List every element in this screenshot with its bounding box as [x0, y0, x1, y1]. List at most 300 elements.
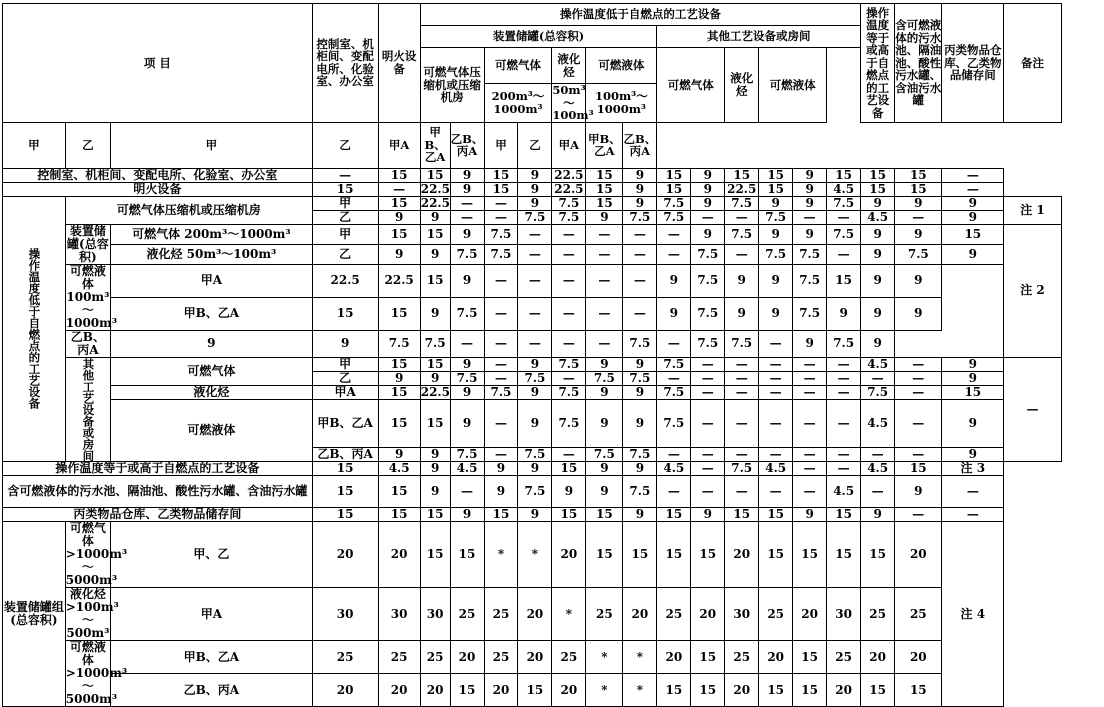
table-cell: 15 [827, 264, 861, 297]
table-cell: — [691, 371, 725, 385]
header-cell: 50m³～100m³ [552, 83, 594, 122]
table-cell: 7.5 [861, 385, 895, 399]
table-cell: 装置储罐(总容积) [67, 223, 109, 264]
table-cell: — [942, 476, 1004, 508]
table-cell: 25 [552, 641, 586, 674]
table-cell: 7.5 [725, 462, 759, 476]
table-cell: 7.5 [793, 264, 827, 297]
header-cell: 200m³～1000m³ [484, 84, 552, 123]
table-cell: 15 [420, 168, 450, 182]
table-cell: 含可燃液体的污水池、隔油池、酸性污水罐、含油污水罐 [3, 476, 313, 508]
table-cell: 20 [420, 674, 450, 707]
table-cell: — [552, 448, 586, 462]
table-cell: — [895, 371, 942, 385]
table-cell: 9 [691, 168, 725, 182]
table-cell: 7.5 [691, 330, 725, 357]
table-cell: 9 [861, 330, 895, 357]
table-cell: 20 [518, 641, 552, 674]
table-cell: 30 [378, 588, 420, 641]
table-cell: — [759, 448, 793, 462]
table-cell: 9 [111, 330, 313, 357]
table-cell: 7.5 [895, 244, 942, 264]
table-cell: 甲、乙 [111, 522, 313, 588]
table-cell: 9 [450, 357, 484, 371]
table-cell: 9 [861, 264, 895, 297]
table-cell: 7.5 [623, 448, 657, 462]
table-cell: 9 [312, 330, 378, 357]
table-cell: 20 [378, 674, 420, 707]
table-cell: — [484, 330, 518, 357]
table-cell: 4.5 [759, 462, 793, 476]
header-cell: 控制室、机柜间、变配电所、化验室、办公室 [312, 4, 378, 123]
table-cell: 15 [759, 522, 793, 588]
table-cell: — [725, 210, 759, 224]
table-cell: 9 [942, 244, 1004, 264]
table-cell: — [484, 371, 518, 385]
table-cell: 注 3 [942, 462, 1004, 476]
table-cell: 9 [450, 264, 484, 297]
table-cell: 甲A [111, 264, 313, 297]
table-cell: 9 [518, 399, 552, 448]
table-cell: 甲 [312, 196, 378, 210]
table-cell: 7.5 [450, 371, 484, 385]
table-cell: 7.5 [623, 210, 657, 224]
table-cell: — [895, 399, 942, 448]
table-cell: — [623, 264, 657, 297]
table-cell: 15 [827, 508, 861, 522]
table-cell: 9 [623, 385, 657, 399]
table-cell: 7.5 [725, 224, 759, 244]
table-cell: 7.5 [484, 244, 518, 264]
table-cell: 15 [586, 522, 623, 588]
table-cell: 甲B、乙A [111, 297, 313, 330]
table-cell: 4.5 [861, 399, 895, 448]
table-cell: 15 [586, 168, 623, 182]
table-cell: 9 [586, 462, 623, 476]
table-cell: 7.5 [378, 330, 420, 357]
table-cell: — [1004, 357, 1062, 462]
table-cell: 乙B、丙A [312, 448, 378, 462]
table-cell: 9 [518, 196, 552, 210]
table-cell: 15 [725, 508, 759, 522]
header-cell: 甲 [111, 122, 313, 168]
table-cell: 22.5 [725, 182, 759, 196]
table-cell: — [759, 476, 793, 508]
table-cell: 15 [759, 508, 793, 522]
table-cell: 9 [759, 297, 793, 330]
table-cell: — [725, 357, 759, 371]
table-row [3, 508, 1102, 522]
table-cell: 乙B、丙A [65, 330, 110, 357]
table-cell: 7.5 [657, 399, 691, 448]
table-row [3, 476, 1102, 508]
table-cell: — [793, 371, 827, 385]
table-row [3, 330, 1102, 357]
table-cell: 7.5 [691, 244, 725, 264]
table-cell: — [484, 210, 518, 224]
table-cell: 7.5 [518, 210, 552, 224]
table-cell: 9 [623, 168, 657, 182]
table-row [3, 297, 1102, 330]
header-cell: 乙 [312, 122, 378, 168]
table-cell: — [484, 399, 518, 448]
table-cell: 15 [657, 508, 691, 522]
table-cell: 注 1 [1004, 196, 1062, 224]
table-cell: 25 [420, 641, 450, 674]
table-cell: — [518, 330, 552, 357]
table-cell: 15 [691, 522, 725, 588]
table-cell: 20 [450, 641, 484, 674]
header-cell: 液化烃 [725, 48, 759, 123]
table-cell: 25 [484, 641, 518, 674]
table-cell: 7.5 [552, 399, 586, 448]
table-cell: — [552, 224, 586, 244]
table-cell: 15 [586, 196, 623, 210]
table-cell: — [484, 448, 518, 462]
table-cell: 9 [420, 371, 450, 385]
table-cell: 液化烃 [111, 385, 313, 399]
table-cell: — [827, 462, 861, 476]
table-cell: 15 [759, 182, 793, 196]
table-cell: 15 [895, 168, 942, 182]
header-cell: 可燃气体压缩机或压缩机房 [420, 48, 484, 123]
table-cell: — [484, 297, 518, 330]
table-cell: * [518, 522, 552, 588]
table-cell: 25 [312, 641, 378, 674]
table-cell: — [484, 264, 518, 297]
table-cell: 25 [861, 588, 895, 641]
table-cell: — [793, 399, 827, 448]
table-cell: — [725, 371, 759, 385]
table-row [3, 462, 1102, 476]
table-cell: 15 [895, 674, 942, 707]
table-cell: 4.5 [861, 462, 895, 476]
table-cell: 7.5 [691, 264, 725, 297]
header-cell: 甲A [552, 122, 586, 168]
table-cell: 9 [942, 210, 1004, 224]
table-cell: 15 [484, 508, 518, 522]
table-cell: 15 [942, 224, 1004, 244]
table-cell: 7.5 [552, 385, 586, 399]
table-cell: 9 [861, 297, 895, 330]
table-cell: 9 [623, 182, 657, 196]
header-cell: 甲B、乙A [586, 122, 623, 168]
table-cell: — [691, 476, 725, 508]
table-cell: 甲 [312, 224, 378, 244]
table-cell: 20 [759, 641, 793, 674]
table-cell: 7.5 [759, 244, 793, 264]
table-cell: 9 [420, 448, 450, 462]
table-cell: — [827, 244, 861, 264]
table-cell: 操作温度低于自燃点的工艺设备 [3, 196, 66, 462]
table-cell: 4.5 [378, 462, 420, 476]
table-cell: 15 [312, 476, 378, 508]
table-cell: — [793, 462, 827, 476]
table-cell: * [586, 641, 623, 674]
table-row [3, 588, 1102, 641]
table-cell: 9 [420, 210, 450, 224]
table-cell: 15 [450, 674, 484, 707]
table-cell: 15 [623, 522, 657, 588]
table-cell: 可燃液体 >1000m³～5000m³ [65, 640, 128, 706]
table-cell: 15 [420, 522, 450, 588]
table-cell: — [759, 371, 793, 385]
table-cell: 20 [827, 674, 861, 707]
table-cell: 9 [895, 476, 942, 508]
table-cell: 9 [725, 264, 759, 297]
table-cell: 15 [657, 522, 691, 588]
table-cell: 9 [623, 196, 657, 210]
table-cell: 15 [420, 399, 450, 448]
table-cell: 9 [827, 297, 861, 330]
table-cell: 22.5 [552, 182, 586, 196]
table-cell: — [450, 196, 484, 210]
table-row [3, 264, 1102, 297]
table-cell: 9 [691, 196, 725, 210]
table-cell: 15 [793, 641, 827, 674]
table-cell: — [657, 224, 691, 244]
table-cell: 7.5 [484, 385, 518, 399]
table-cell: 15 [552, 508, 586, 522]
table-cell: — [895, 448, 942, 462]
table-cell: 乙 [312, 210, 378, 224]
table-cell: 9 [586, 399, 623, 448]
table-cell: 7.5 [657, 210, 691, 224]
table-cell: 丙类物品仓库、乙类物品储存间 [3, 508, 313, 522]
table-row [3, 522, 1102, 588]
table-cell: 9 [450, 224, 484, 244]
table-cell: 15 [420, 508, 450, 522]
table-cell: 7.5 [552, 196, 586, 210]
table-cell: — [657, 371, 691, 385]
table-cell: 7.5 [827, 224, 861, 244]
table-cell: 9 [895, 297, 942, 330]
table-cell: 25 [450, 588, 484, 641]
table-cell: 9 [420, 476, 450, 508]
table-cell: 15 [484, 182, 518, 196]
table-cell: 甲B、乙A [111, 641, 313, 674]
table-cell: 9 [691, 508, 725, 522]
table-cell: — [657, 448, 691, 462]
table-cell: 7.5 [586, 371, 623, 385]
table-cell: 20 [552, 674, 586, 707]
table-cell: — [827, 210, 861, 224]
table-cell: 15 [827, 522, 861, 588]
header-cell: 液化烃 [552, 48, 586, 84]
table-cell: 7.5 [420, 330, 450, 357]
table-cell: 9 [895, 196, 942, 210]
table-cell: 液化烃 50m³～100m³ [111, 244, 313, 264]
table-cell: 9 [420, 297, 450, 330]
table-cell: 9 [420, 244, 450, 264]
table-cell: 4.5 [450, 462, 484, 476]
table-cell: 7.5 [759, 210, 793, 224]
table-cell: 乙 [312, 371, 378, 385]
table-cell: 4.5 [861, 210, 895, 224]
table-cell: 25 [484, 588, 518, 641]
table-cell: 15 [586, 508, 623, 522]
table-cell: 20 [691, 588, 725, 641]
header-cell: 甲 [484, 122, 518, 168]
table-cell: 装置储罐组(总容积) [3, 522, 66, 707]
table-cell: — [552, 371, 586, 385]
table-cell: 20 [312, 522, 378, 588]
table-cell: 7.5 [793, 244, 827, 264]
table-cell: 9 [759, 264, 793, 297]
table-row [3, 224, 1102, 244]
table-cell: 9 [759, 196, 793, 210]
table-cell: — [691, 385, 725, 399]
table-cell: 20 [312, 674, 378, 707]
table-cell: 9 [518, 462, 552, 476]
table-cell: — [484, 196, 518, 210]
table-cell: 15 [861, 168, 895, 182]
table-cell: 可燃气体压缩机或压缩机房 [65, 196, 312, 224]
table-cell: — [552, 264, 586, 297]
table-cell: 15 [378, 168, 420, 182]
table-cell: 25 [725, 641, 759, 674]
table-cell: 7.5 [450, 297, 484, 330]
table-cell: — [552, 330, 586, 357]
table-cell: 25 [827, 641, 861, 674]
table-cell: 20 [623, 588, 657, 641]
table-cell: 20 [552, 522, 586, 588]
table-cell: 30 [827, 588, 861, 641]
table-cell: 7.5 [793, 297, 827, 330]
table-cell: 20 [484, 674, 518, 707]
table-cell: 9 [378, 448, 420, 462]
table-cell: 22.5 [420, 384, 450, 399]
table-cell: — [450, 330, 484, 357]
table-cell: 注 4 [942, 522, 1004, 707]
table-cell: 15 [691, 641, 725, 674]
table-cell: 甲 [312, 357, 378, 371]
table-cell: 9 [942, 371, 1004, 385]
table-cell: 可燃气体 200m³～1000m³ [111, 224, 313, 244]
table-cell: 9 [623, 462, 657, 476]
table-cell: 30 [725, 588, 759, 641]
table-cell: — [827, 371, 861, 385]
table-cell: 9 [691, 182, 725, 196]
table-cell: — [827, 357, 861, 371]
table-cell: 7.5 [552, 357, 586, 371]
table-cell: 20 [657, 641, 691, 674]
table-cell: 液化烃 >100m³～500m³ [65, 587, 119, 640]
table-cell: 7.5 [657, 385, 691, 399]
table-cell: 其他工艺设备或房间 [65, 357, 110, 462]
table-cell: 9 [895, 264, 942, 297]
table-cell: 20 [725, 674, 759, 707]
table-cell: 9 [942, 196, 1004, 210]
table-cell: 9 [725, 297, 759, 330]
header-cell: 甲 [3, 122, 66, 168]
table-cell: 操作温度等于或高于自燃点的工艺设备 [3, 462, 313, 476]
header-cell: 乙 [518, 122, 552, 168]
header-cell: 乙B、丙A [450, 122, 484, 168]
table-cell: 甲A [312, 385, 378, 399]
table-cell: 15 [657, 674, 691, 707]
table-cell: 15 [552, 462, 586, 476]
table-cell: 可燃气体 [111, 357, 313, 385]
table-cell: 22.5 [552, 168, 586, 182]
table-cell: 4.5 [827, 476, 861, 508]
table-cell: — [518, 264, 552, 297]
table-cell: 15 [312, 182, 378, 196]
table-row [3, 196, 1102, 210]
table-cell: — [691, 462, 725, 476]
table-cell: 7.5 [450, 244, 484, 264]
table-cell: 4.5 [861, 357, 895, 371]
table-cell: — [793, 385, 827, 399]
table-cell: — [586, 330, 623, 357]
table-cell: 15 [312, 297, 378, 330]
table-cell: — [312, 168, 378, 182]
table-cell: — [725, 476, 759, 508]
table-cell: 15 [378, 476, 420, 508]
header-cell: 其他工艺设备或房间 [657, 26, 861, 48]
header-cell: 可燃液体 [586, 48, 657, 84]
table-cell: 25 [378, 641, 420, 674]
table-cell: 15 [420, 264, 450, 297]
table-cell: 甲A [111, 588, 313, 641]
table-cell: 15 [586, 182, 623, 196]
table-cell: 15 [895, 462, 942, 476]
table-cell: 15 [378, 385, 420, 399]
table-cell: 乙B、丙A [111, 674, 313, 707]
table-cell: 9 [861, 224, 895, 244]
table-cell: — [725, 448, 759, 462]
header-cell: 操作温度等于或高于自燃点的工艺设备 [861, 4, 895, 123]
table-cell: 30 [420, 588, 450, 641]
table-cell: — [623, 224, 657, 244]
table-cell: 15 [942, 385, 1004, 399]
table-cell: 7.5 [552, 210, 586, 224]
table-cell: — [793, 448, 827, 462]
header-cell: 可燃气体 [484, 48, 552, 84]
table-cell: 9 [793, 508, 827, 522]
table-cell: 可燃液体 100m³～1000m³ [65, 263, 118, 330]
table-cell: 30 [312, 588, 378, 641]
table-cell: 9 [793, 182, 827, 196]
table-cell: 20 [378, 522, 420, 588]
table-cell: 15 [861, 182, 895, 196]
table-cell: — [861, 448, 895, 462]
table-cell: 9 [861, 196, 895, 210]
header-cell: 乙 [65, 122, 110, 168]
table-cell: — [827, 399, 861, 448]
table-cell: 20 [861, 641, 895, 674]
table-cell: 9 [484, 462, 518, 476]
table-cell: — [759, 399, 793, 448]
table-cell: — [725, 244, 759, 264]
table-cell: — [827, 385, 861, 399]
table-row [3, 641, 1102, 674]
table-cell: — [725, 399, 759, 448]
table-cell: 15 [725, 168, 759, 182]
table-cell: 9 [793, 168, 827, 182]
header-cell: 100m³～1000m³ [586, 84, 657, 123]
table-cell: 20 [725, 522, 759, 588]
table-cell: — [759, 357, 793, 371]
table-cell: — [586, 224, 623, 244]
table-cell: 9 [793, 196, 827, 210]
table-cell: 20 [895, 641, 942, 674]
table-cell: * [623, 674, 657, 707]
table-cell: 9 [518, 168, 552, 182]
table-cell: — [793, 210, 827, 224]
table-cell: 9 [793, 330, 827, 357]
table-cell: 15 [420, 224, 450, 244]
